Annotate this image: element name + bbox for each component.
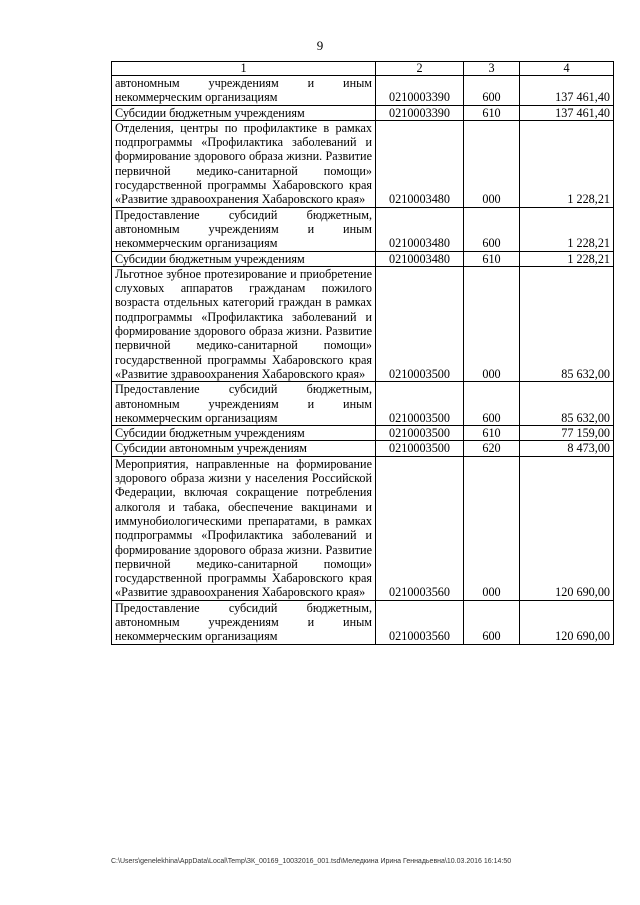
- table-row: [112, 426, 614, 441]
- row-sum: 77 159,00: [520, 426, 614, 441]
- row-name: Субсидии автономным учреждениям: [112, 441, 376, 456]
- table-row: [112, 382, 614, 426]
- table-row: [112, 266, 614, 381]
- row-expense-type: 000: [464, 266, 520, 381]
- row-expense-type: 600: [464, 600, 520, 644]
- row-expense-type: 600: [464, 382, 520, 426]
- table-header-row: [112, 62, 614, 76]
- row-code: 0210003500: [376, 266, 464, 381]
- row-name: Субсидии бюджетным учреждениям: [112, 251, 376, 266]
- row-sum: 85 632,00: [520, 382, 614, 426]
- table-row: [112, 105, 614, 120]
- table-row: [112, 456, 614, 600]
- row-sum: 120 690,00: [520, 600, 614, 644]
- row-code: 0210003500: [376, 382, 464, 426]
- row-sum: 1 228,21: [520, 120, 614, 207]
- header-col-1: 1: [112, 62, 376, 76]
- row-expense-type: 610: [464, 426, 520, 441]
- row-code: 0210003500: [376, 426, 464, 441]
- row-name: Предоставление субсидий бюджетным, автономным учреждениям и иным некоммерческим организациям: [112, 207, 376, 251]
- row-sum: 85 632,00: [520, 266, 614, 381]
- page-number: 9: [316, 38, 324, 53]
- row-name: Предоставление субсидий бюджетным, автономным учреждениям и иным некоммерческим организациям: [112, 600, 376, 644]
- row-code: 0210003500: [376, 441, 464, 456]
- row-sum: 137 461,40: [520, 76, 614, 106]
- row-code: 0210003480: [376, 207, 464, 251]
- row-code: 0210003560: [376, 600, 464, 644]
- row-code: 0210003560: [376, 456, 464, 600]
- row-sum: 120 690,00: [520, 456, 614, 600]
- row-expense-type: 610: [464, 251, 520, 266]
- row-name: Субсидии бюджетным учреждениям: [112, 105, 376, 120]
- row-expense-type: 610: [464, 105, 520, 120]
- row-sum: 8 473,00: [520, 441, 614, 456]
- row-name: автономным учреждениям и иным некоммерческим организациям: [112, 76, 376, 106]
- row-expense-type: 600: [464, 207, 520, 251]
- row-sum: 1 228,21: [520, 207, 614, 251]
- row-sum: 137 461,40: [520, 105, 614, 120]
- row-code: 0210003480: [376, 120, 464, 207]
- row-code: 0210003480: [376, 251, 464, 266]
- row-expense-type: 600: [464, 76, 520, 106]
- row-name: Предоставление субсидий бюджетным, автономным учреждениям и иным некоммерческим организациям: [112, 382, 376, 426]
- row-name: Отделения, центры по профилактике в рамках подпрограммы «Профилактика заболеваний и формирование здорового образа жизни. Развитие первичной медико-санитарной помощи» государственной программы Хабаровского края «Развитие здравоохранения Хабаровского края»: [112, 120, 376, 207]
- table-row: [112, 600, 614, 644]
- row-sum: 1 228,21: [520, 251, 614, 266]
- table-row: [112, 251, 614, 266]
- header-col-3: 3: [464, 62, 520, 76]
- budget-table: [111, 61, 614, 645]
- row-code: 0210003390: [376, 76, 464, 106]
- row-expense-type: 620: [464, 441, 520, 456]
- row-expense-type: 000: [464, 456, 520, 600]
- table-row: [112, 441, 614, 456]
- row-name: Субсидии бюджетным учреждениям: [112, 426, 376, 441]
- row-name: Мероприятия, направленные на формирование здорового образа жизни у населения Российской Федерации, включая сокращение потребления алкоголя и табака, обеспечение вакцинами и иммунобиологическими препаратами, в рамках подпрограммы «Профилактика заболеваний и формирование здорового образа жизни. Развитие первичной медико-санитарной помощи» государственной программы Хабаровского края «Развитие здравоохранения Хабаровского края»: [112, 456, 376, 600]
- table-row: [112, 76, 614, 106]
- header-col-4: 4: [520, 62, 614, 76]
- file-path-footer: C:\Users\genelekhina\AppData\Local\Temp\ЗК_00169_10032016_001.tsd\Меледкина Ирина Геннадьевна\10.03.2016 16:14:50: [111, 858, 512, 865]
- header-col-2: 2: [376, 62, 464, 76]
- row-name: Льготное зубное протезирование и приобретение слуховых аппаратов гражданам пожилого возраста отдельных категорий граждан в рамках подпрограммы «Профилактика заболеваний и формирование здорового образа жизни. Развитие первичной медико-санитарной помощи» государственной программы Хабаровского края «Развитие здравоохранения Хабаровского края»: [112, 266, 376, 381]
- table-row: [112, 120, 614, 207]
- row-expense-type: 000: [464, 120, 520, 207]
- table-row: [112, 207, 614, 251]
- row-code: 0210003390: [376, 105, 464, 120]
